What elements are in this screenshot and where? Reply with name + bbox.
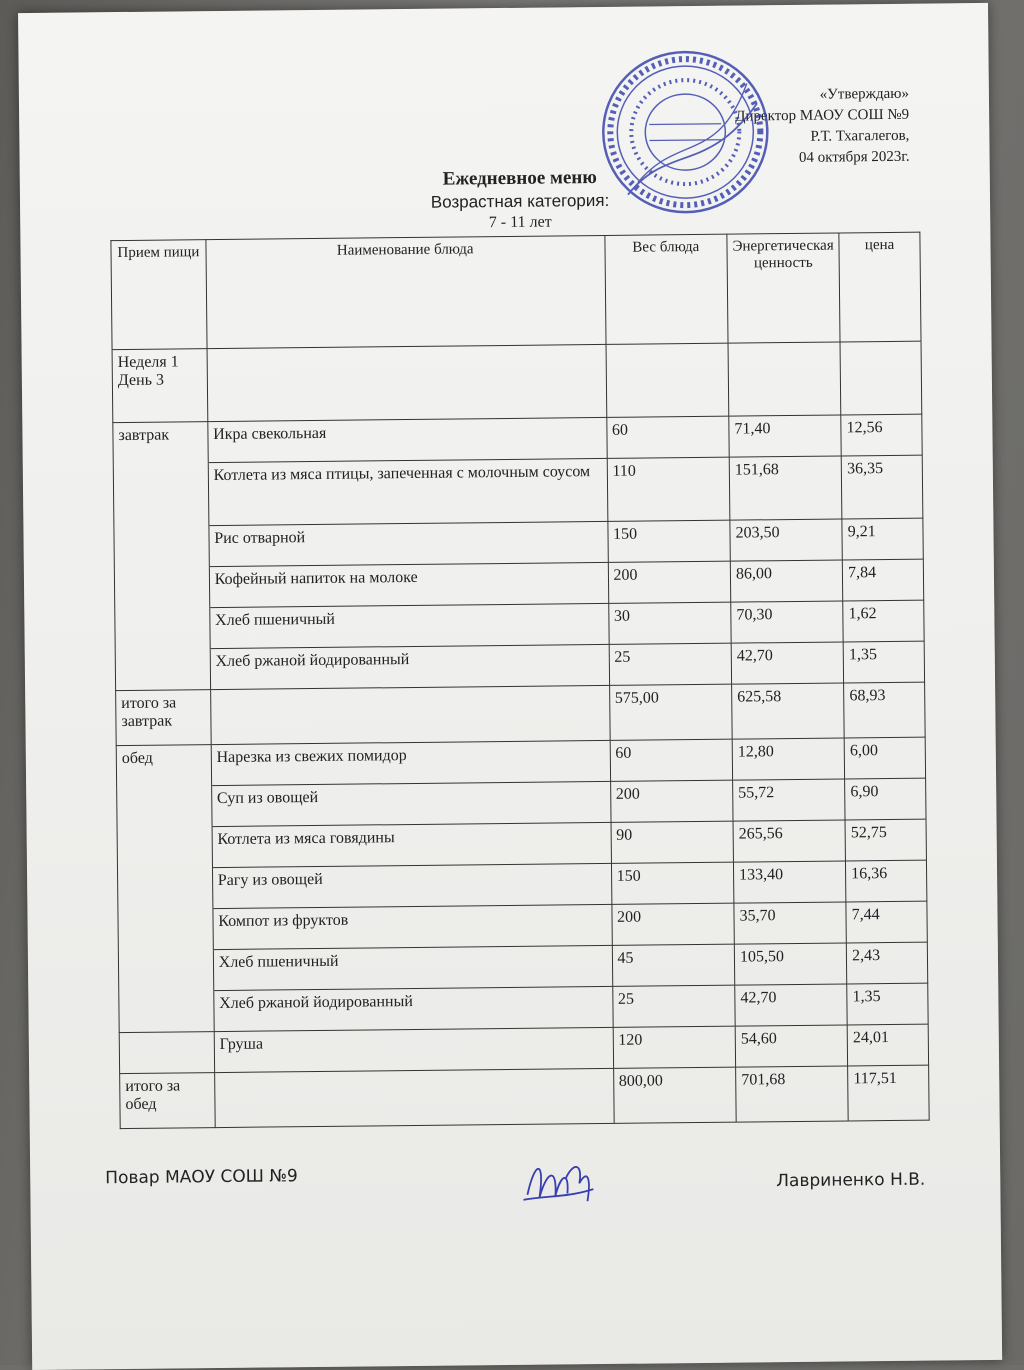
dish-name: Хлеб пшеничный [213,945,612,990]
cook-title: Повар МАОУ СОШ №9 [105,1166,298,1189]
dish-price: 7,44 [846,901,927,943]
dish-price: 1,35 [847,983,928,1025]
dish-weight: 30 [608,602,731,644]
age-category-label: Возрастная категория: [430,190,610,212]
dish-weight: 60 [606,416,729,458]
dish-price: 12,56 [841,414,922,456]
table-row [113,455,923,526]
dish-weight: 150 [611,862,734,904]
dish-name: Кофейный напиток на молоке [209,562,608,607]
week-day-cell: Неделя 1 День 3 [112,349,207,423]
table-row [112,341,922,422]
dish-weight: 45 [612,944,735,986]
total-price: 68,93 [844,682,925,738]
dish-energy: 55,72 [733,779,846,821]
dish-price: 1,35 [843,641,924,683]
total-weight: 800,00 [613,1067,736,1123]
table-header-row [111,232,921,349]
menu-document [18,3,1002,1370]
approval-line-3: Р.Т. Тхагалегов, [810,127,910,145]
dish-price: 2,43 [846,942,927,984]
dish-name: Икра свекольная [208,417,607,462]
table-row-total [120,1065,930,1128]
dish-weight: 110 [607,457,730,521]
meal-label-lunch: обед [116,745,211,787]
cook-name: Лавриненко Н.В. [776,1169,926,1192]
approval-line-2: Директор МАОУ СОШ №9 [735,106,910,125]
dish-energy: 42,70 [731,642,844,684]
total-label-lunch: итого за обед [120,1073,215,1129]
dish-weight: 25 [609,643,732,685]
dish-price: 6,90 [845,778,926,820]
column-header-meal: Прием пищи [111,240,207,350]
dish-energy: 12,80 [732,738,845,780]
dish-energy: 151,68 [729,456,842,520]
dish-name: Рис отварной [209,521,608,566]
menu-table [110,232,929,1129]
age-range: 7 - 11 лет [488,213,552,232]
dish-name: Хлеб ржаной йодированный [214,986,613,1031]
total-energy: 701,68 [736,1066,849,1122]
total-label-breakfast: итого за завтрак [116,690,211,746]
dish-name: Нарезка из свежих помидор [211,740,610,785]
document-title: Ежедневное меню [442,167,597,190]
document-header [300,166,741,235]
column-header-dish: Наименование блюда [206,235,606,348]
meal-label-breakfast: завтрак [113,422,208,464]
total-weight: 575,00 [609,684,732,740]
dish-name: Хлеб пшеничный [209,603,608,648]
dish-price: 7,84 [842,559,923,601]
dish-name: Суп из овощей [211,781,610,826]
document-footer [105,1152,925,1211]
approval-line-1: «Утверждаю» [819,85,910,103]
dish-weight: 200 [608,561,731,603]
dish-name: Груша [214,1027,613,1072]
dish-energy: 265,56 [733,820,846,862]
dish-energy: 203,50 [730,519,843,561]
approval-line-4: 04 октября 2023г. [798,148,910,166]
column-header-energy: Энергетическая ценность [727,233,840,343]
dish-energy: 42,70 [735,984,848,1026]
dish-energy: 105,50 [734,943,847,985]
dish-energy: 70,30 [731,601,844,643]
dish-weight: 150 [607,520,730,562]
dish-name: Котлета из мяса говядины [212,822,611,867]
dish-price: 6,00 [844,737,925,779]
total-price: 117,51 [848,1065,929,1121]
dish-name: Хлеб ржаной йодированный [210,644,609,689]
dish-energy: 35,70 [734,902,847,944]
dish-name: Рагу из овощей [212,863,611,908]
dish-weight: 200 [611,903,734,945]
dish-energy: 54,60 [735,1025,848,1067]
total-energy: 625,58 [732,683,845,739]
dish-price: 1,62 [843,600,924,642]
dish-weight: 60 [610,739,733,781]
table-row-total [116,682,926,745]
dish-price: 16,36 [846,860,927,902]
dish-price: 24,01 [847,1024,928,1066]
column-header-weight: Вес блюда [604,234,728,344]
dish-weight: 120 [613,1026,736,1068]
dish-weight: 25 [612,985,735,1027]
signature-icon [517,1149,598,1210]
dish-name: Компот из фруктов [213,904,612,949]
dish-price: 9,21 [842,518,923,560]
dish-energy: 133,40 [733,861,846,903]
dish-weight: 90 [611,821,734,863]
dish-price: 52,75 [845,819,926,861]
dish-name: Котлета из мяса птицы, запеченная с молочным соусом [208,458,607,525]
dish-energy: 86,00 [730,560,843,602]
dish-energy: 71,40 [729,415,842,457]
dish-weight: 200 [610,780,733,822]
column-header-price: цена [839,232,921,342]
dish-price: 36,35 [841,455,922,519]
